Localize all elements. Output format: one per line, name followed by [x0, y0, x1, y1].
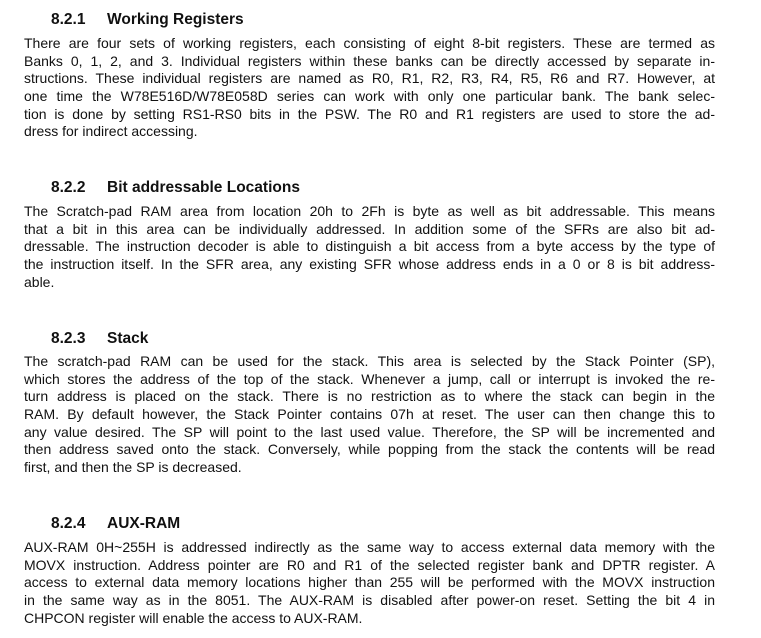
paragraph-line: turn address is placed on the stack. There is no restriction as to where the stack can begin in the	[24, 388, 715, 405]
section-title: AUX-RAM	[107, 515, 181, 532]
paragraph-line: tion is done by setting RS1-RS0 bits in the PSW. The R0 and R1 registers are used to store the ad-	[24, 105, 715, 122]
section-heading-aux-ram	[51, 515, 180, 533]
paragraph-line: one time the W78E516D/W78E058D series can work with only one particular bank. The bank selec-	[24, 88, 715, 105]
paragraph-line: dressable. The instruction decoder is able to distinguish a bit access from a byte access by the type of	[24, 238, 715, 255]
paragraph-line: Banks 0, 1, 2, and 3. Individual registers within these banks can be directly accessed by separate in-	[24, 52, 715, 69]
paragraph-line: then address saved onto the stack. Conversely, while popping from the stack the contents will be read	[24, 441, 715, 458]
section-number: 8.2.4	[51, 515, 86, 532]
section-heading-bit-addressable-locations	[51, 179, 300, 197]
paragraph-line: RAM. By default however, the Stack Pointer contains 07h at reset. The user can then change this to	[24, 406, 715, 423]
paragraph-line: dress for indirect accessing.	[24, 123, 198, 140]
paragraph-line: which stores the address of the top of the stack. Whenever a jump, call or interrupt is invoked the re-	[24, 370, 715, 387]
section-title: Bit addressable Locations	[107, 179, 300, 196]
paragraph-line: AUX-RAM 0H~255H is addressed indirectly as the same way to access external data memory with the	[24, 539, 715, 555]
section-heading-stack	[51, 330, 148, 348]
paragraph-line: structions. These individual registers are named as R0, R1, R2, R3, R4, R5, R6 and R7. However, at	[24, 70, 715, 87]
section-number: 8.2.2	[51, 179, 86, 196]
section-number: 8.2.1	[51, 11, 86, 28]
section-body-bit-addressable-locations	[24, 203, 715, 291]
paragraph-line: MOVX instruction. Address pointer are R0 and R1 of the selected register bank and DPTR register. A	[24, 556, 715, 573]
section-title: Stack	[107, 330, 149, 347]
paragraph-line: There are four sets of working registers, each consisting of eight 8-bit registers. These are termed as	[24, 35, 715, 51]
paragraph-line: The Scratch-pad RAM area from location 20h to 2Fh is byte as well as bit addressable. This means	[24, 203, 715, 219]
section-body-stack	[24, 353, 715, 477]
section-body-working-registers	[24, 35, 715, 141]
paragraph-line: the instruction itself. In the SFR area, any existing SFR whose address ends in a 0 or 8 is bit address-	[24, 256, 715, 273]
section-title: Working Registers	[107, 11, 244, 28]
section-number: 8.2.3	[51, 330, 86, 347]
paragraph-line: any value desired. The SP will point to the last used value. Therefore, the SP will be incremented and	[24, 423, 715, 440]
paragraph-line: access to external data memory locations higher than 255 will be performed with the MOVX instruction	[24, 574, 715, 591]
paragraph-line: that a bit in this area can be individually addressed. In addition some of the SFRs are also bit ad-	[24, 220, 715, 237]
paragraph-line: in the same way as in the 8051. The AUX-RAM is disabled after power-on reset. Setting the bit 4 in	[24, 592, 715, 609]
paragraph-line: The scratch-pad RAM can be used for the stack. This area is selected by the Stack Pointer (SP),	[24, 353, 715, 369]
paragraph-line: able.	[24, 273, 55, 290]
section-body-aux-ram	[24, 539, 715, 627]
section-heading-working-registers	[51, 11, 244, 29]
paragraph-line: CHPCON register will enable the access to AUX-RAM.	[24, 609, 363, 626]
paragraph-line: first, and then the SP is decreased.	[24, 459, 242, 476]
